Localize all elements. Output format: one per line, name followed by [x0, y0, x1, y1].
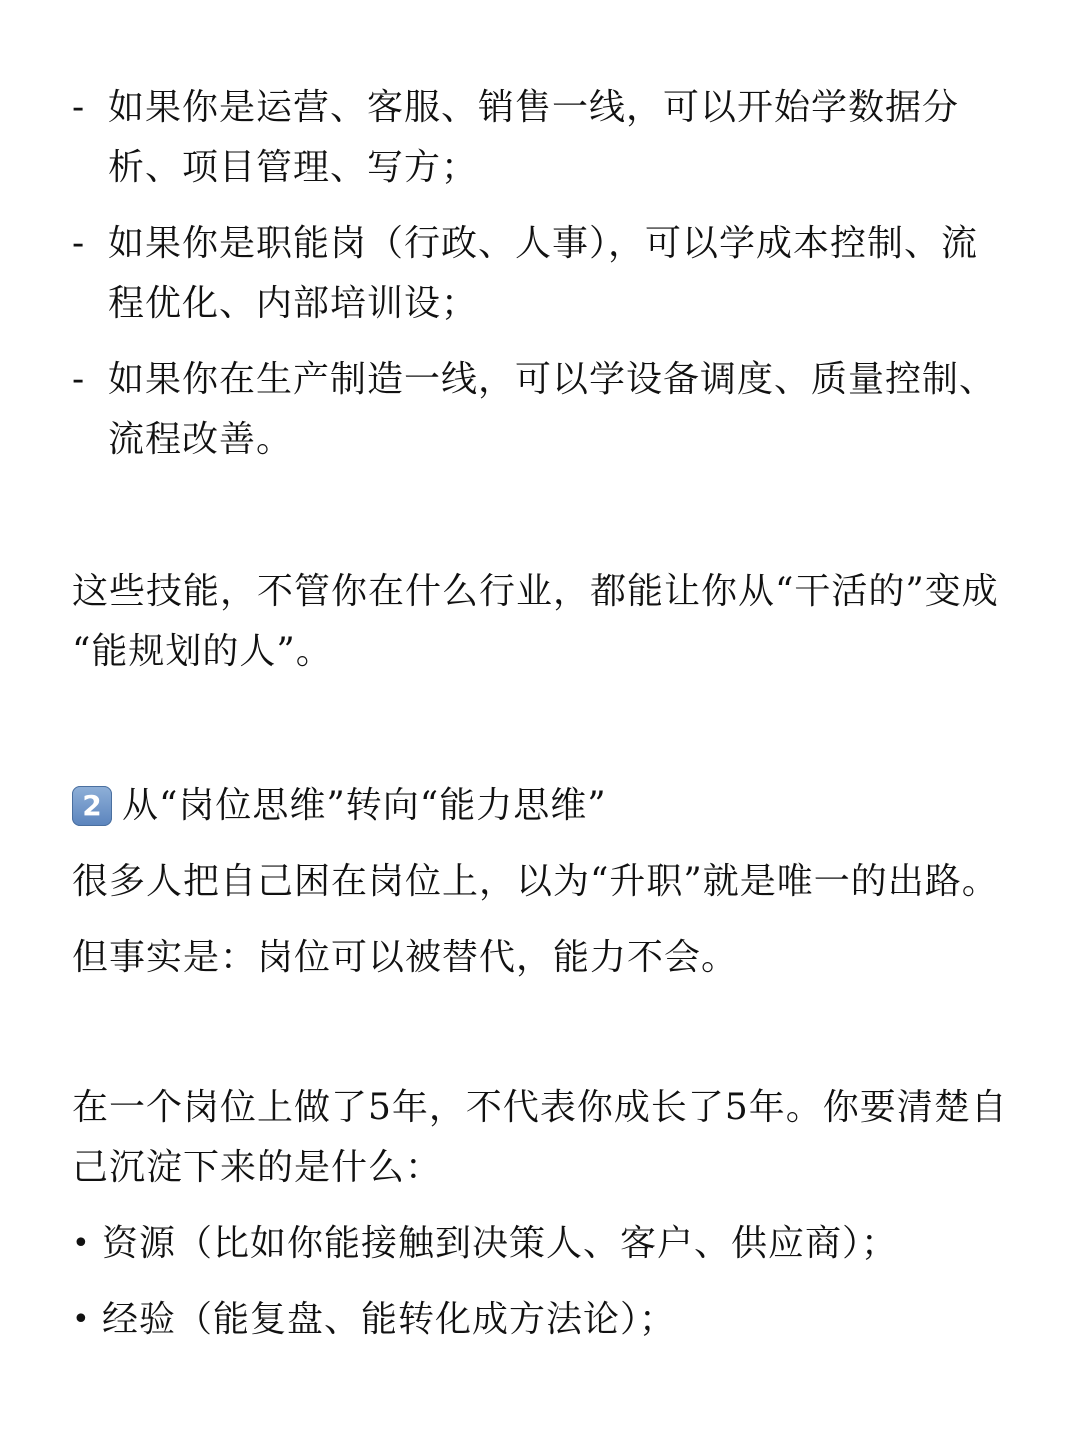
- paragraph-line: 己沉淀下来的是什么：: [72, 1147, 443, 1188]
- paragraph-line: 很多人把自己困在岗位上，以为“升职”就是唯一的出路。: [72, 861, 999, 902]
- section-heading: 从“岗位思维”转向“能力思维”: [122, 785, 607, 826]
- list-item-line: 如果你在生产制造一线，可以学设备调度、质量控制、: [108, 359, 997, 400]
- list-dash-marker: -: [72, 359, 85, 400]
- list-item-line: 程优化、内部培训设；: [108, 283, 479, 324]
- list-dash-marker: -: [72, 87, 85, 128]
- bullet-item: 经验（能复盘、能转化成方法论）；: [102, 1299, 677, 1340]
- bullet-marker: •: [72, 1226, 90, 1261]
- paragraph-line: 但事实是：岗位可以被替代，能力不会。: [72, 937, 739, 978]
- bullet-item: 资源（比如你能接触到决策人、客户、供应商）；: [102, 1223, 899, 1264]
- keycap-number-icon: 2: [72, 786, 112, 826]
- list-item-line: 流程改善。: [108, 419, 294, 460]
- list-item-line: 析、项目管理、写方；: [108, 147, 479, 188]
- paragraph-line: “能规划的人”。: [72, 631, 333, 672]
- list-item-line: 如果你是运营、客服、销售一线，可以开始学数据分: [108, 87, 960, 128]
- bullet-marker: •: [72, 1302, 90, 1337]
- paragraph-line: 在一个岗位上做了5年，不代表你成长了5年。你要清楚自: [72, 1087, 1008, 1128]
- list-dash-marker: -: [72, 223, 85, 264]
- paragraph-line: 这些技能，不管你在什么行业，都能让你从“干活的”变成: [72, 571, 999, 612]
- list-item-line: 如果你是职能岗（行政、人事），可以学成本控制、流: [108, 223, 979, 264]
